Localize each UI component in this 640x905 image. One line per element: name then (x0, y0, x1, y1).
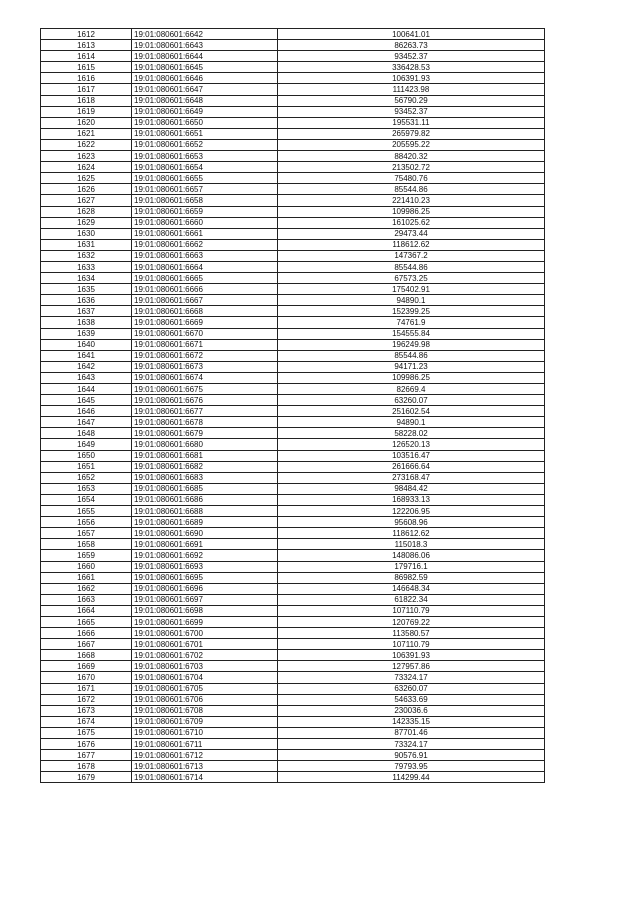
row-number-cell: 1636 (41, 295, 132, 306)
row-number-cell: 1631 (41, 239, 132, 250)
cadastral-number-cell: 19:01:080601:6661 (132, 228, 278, 239)
row-number-cell: 1614 (41, 51, 132, 62)
value-cell: 147367.2 (278, 250, 545, 261)
row-number-cell: 1639 (41, 328, 132, 339)
value-cell: 146648.34 (278, 583, 545, 594)
cadastral-number-cell: 19:01:080601:6711 (132, 739, 278, 750)
value-cell: 175402.91 (278, 284, 545, 295)
table-row (41, 727, 545, 738)
cadastral-number-cell: 19:01:080601:6655 (132, 173, 278, 184)
row-number-cell: 1623 (41, 151, 132, 162)
row-number-cell: 1619 (41, 106, 132, 117)
cadastral-number-cell: 19:01:080601:6685 (132, 483, 278, 494)
cadastral-number-cell: 19:01:080601:6696 (132, 583, 278, 594)
cadastral-number-cell: 19:01:080601:6698 (132, 605, 278, 616)
table-row (41, 273, 545, 284)
value-cell: 87701.46 (278, 727, 545, 738)
row-number-cell: 1618 (41, 95, 132, 106)
cadastral-number-cell: 19:01:080601:6670 (132, 328, 278, 339)
table-row (41, 40, 545, 51)
cadastral-number-cell: 19:01:080601:6642 (132, 29, 278, 40)
cadastral-number-cell: 19:01:080601:6676 (132, 395, 278, 406)
row-number-cell: 1625 (41, 173, 132, 184)
row-number-cell: 1672 (41, 694, 132, 705)
table-row (41, 217, 545, 228)
cadastral-number-cell: 19:01:080601:6681 (132, 450, 278, 461)
row-number-cell: 1654 (41, 494, 132, 505)
value-cell: 195531.11 (278, 117, 545, 128)
value-cell: 93452.37 (278, 106, 545, 117)
value-cell: 29473.44 (278, 228, 545, 239)
row-number-cell: 1649 (41, 439, 132, 450)
row-number-cell: 1645 (41, 395, 132, 406)
cadastral-number-cell: 19:01:080601:6714 (132, 772, 278, 783)
value-cell: 126520.13 (278, 439, 545, 450)
table-row (41, 716, 545, 727)
cadastral-number-cell: 19:01:080601:6672 (132, 350, 278, 361)
cadastral-number-cell: 19:01:080601:6677 (132, 406, 278, 417)
table-row (41, 483, 545, 494)
row-number-cell: 1661 (41, 572, 132, 583)
table-row (41, 506, 545, 517)
row-number-cell: 1615 (41, 62, 132, 73)
value-cell: 61822.34 (278, 594, 545, 605)
cadastral-number-cell: 19:01:080601:6703 (132, 661, 278, 672)
cadastral-number-cell: 19:01:080601:6695 (132, 572, 278, 583)
table-row (41, 561, 545, 572)
value-cell: 58228.02 (278, 428, 545, 439)
table-row (41, 628, 545, 639)
value-cell: 63260.07 (278, 395, 545, 406)
cadastral-number-cell: 19:01:080601:6705 (132, 683, 278, 694)
row-number-cell: 1666 (41, 628, 132, 639)
value-cell: 148086.06 (278, 550, 545, 561)
value-cell: 85544.86 (278, 184, 545, 195)
value-cell: 73324.17 (278, 739, 545, 750)
row-number-cell: 1652 (41, 472, 132, 483)
table-body (41, 29, 545, 783)
table-row (41, 328, 545, 339)
row-number-cell: 1627 (41, 195, 132, 206)
row-number-cell: 1634 (41, 273, 132, 284)
table-row (41, 184, 545, 195)
table-row (41, 250, 545, 261)
cadastral-number-cell: 19:01:080601:6700 (132, 628, 278, 639)
cadastral-number-cell: 19:01:080601:6713 (132, 761, 278, 772)
value-cell: 85544.86 (278, 261, 545, 272)
cadastral-number-cell: 19:01:080601:6649 (132, 106, 278, 117)
value-cell: 109986.25 (278, 372, 545, 383)
table-row (41, 694, 545, 705)
row-number-cell: 1671 (41, 683, 132, 694)
row-number-cell: 1630 (41, 228, 132, 239)
value-cell: 67573.25 (278, 273, 545, 284)
table-row (41, 528, 545, 539)
table-row (41, 317, 545, 328)
value-cell: 115018.3 (278, 539, 545, 550)
value-cell: 86263.73 (278, 40, 545, 51)
table-row (41, 439, 545, 450)
cadastral-number-cell: 19:01:080601:6653 (132, 151, 278, 162)
row-number-cell: 1674 (41, 716, 132, 727)
row-number-cell: 1629 (41, 217, 132, 228)
table-row (41, 372, 545, 383)
row-number-cell: 1638 (41, 317, 132, 328)
row-number-cell: 1643 (41, 372, 132, 383)
row-number-cell: 1669 (41, 661, 132, 672)
table-row (41, 73, 545, 84)
value-cell: 56790.29 (278, 95, 545, 106)
table-row (41, 339, 545, 350)
value-cell: 118612.62 (278, 528, 545, 539)
value-cell: 261666.64 (278, 461, 545, 472)
cadastral-number-cell: 19:01:080601:6678 (132, 417, 278, 428)
table-row (41, 428, 545, 439)
value-cell: 107110.79 (278, 639, 545, 650)
row-number-cell: 1648 (41, 428, 132, 439)
cadastral-number-cell: 19:01:080601:6712 (132, 750, 278, 761)
value-cell: 142335.15 (278, 716, 545, 727)
row-number-cell: 1673 (41, 705, 132, 716)
value-cell: 161025.62 (278, 217, 545, 228)
cadastral-number-cell: 19:01:080601:6668 (132, 306, 278, 317)
row-number-cell: 1651 (41, 461, 132, 472)
value-cell: 103516.47 (278, 450, 545, 461)
cadastral-number-cell: 19:01:080601:6674 (132, 372, 278, 383)
cadastral-number-cell: 19:01:080601:6709 (132, 716, 278, 727)
table-row (41, 461, 545, 472)
table-row (41, 173, 545, 184)
table-row (41, 772, 545, 783)
row-number-cell: 1667 (41, 639, 132, 650)
table-row (41, 583, 545, 594)
table-row (41, 661, 545, 672)
cadastral-number-cell: 19:01:080601:6693 (132, 561, 278, 572)
cadastral-number-cell: 19:01:080601:6688 (132, 506, 278, 517)
table-row (41, 672, 545, 683)
cadastral-number-cell: 19:01:080601:6691 (132, 539, 278, 550)
value-cell: 205595.22 (278, 139, 545, 150)
row-number-cell: 1675 (41, 727, 132, 738)
row-number-cell: 1628 (41, 206, 132, 217)
cadastral-number-cell: 19:01:080601:6667 (132, 295, 278, 306)
value-cell: 127957.86 (278, 661, 545, 672)
row-number-cell: 1662 (41, 583, 132, 594)
cadastral-number-cell: 19:01:080601:6697 (132, 594, 278, 605)
table-row (41, 361, 545, 372)
value-cell: 179716.1 (278, 561, 545, 572)
cadastral-number-cell: 19:01:080601:6665 (132, 273, 278, 284)
row-number-cell: 1656 (41, 517, 132, 528)
cadastral-number-cell: 19:01:080601:6652 (132, 139, 278, 150)
table-row (41, 750, 545, 761)
cadastral-number-cell: 19:01:080601:6646 (132, 73, 278, 84)
value-cell: 196249.98 (278, 339, 545, 350)
value-cell: 75480.76 (278, 173, 545, 184)
value-cell: 120769.22 (278, 616, 545, 627)
value-cell: 221410.23 (278, 195, 545, 206)
row-number-cell: 1613 (41, 40, 132, 51)
row-number-cell: 1658 (41, 539, 132, 550)
cadastral-number-cell: 19:01:080601:6654 (132, 162, 278, 173)
table-row (41, 95, 545, 106)
row-number-cell: 1621 (41, 128, 132, 139)
table-row (41, 284, 545, 295)
table-row (41, 605, 545, 616)
cadastral-number-cell: 19:01:080601:6699 (132, 616, 278, 627)
value-cell: 54633.69 (278, 694, 545, 705)
table-row (41, 395, 545, 406)
cadastral-number-cell: 19:01:080601:6644 (132, 51, 278, 62)
row-number-cell: 1612 (41, 29, 132, 40)
cadastral-number-cell: 19:01:080601:6704 (132, 672, 278, 683)
value-cell: 94171.23 (278, 361, 545, 372)
table-row (41, 139, 545, 150)
table-row (41, 406, 545, 417)
row-number-cell: 1632 (41, 250, 132, 261)
cadastral-number-cell: 19:01:080601:6680 (132, 439, 278, 450)
value-cell: 86982.59 (278, 572, 545, 583)
value-cell: 85544.86 (278, 350, 545, 361)
table-row (41, 683, 545, 694)
value-cell: 98484.42 (278, 483, 545, 494)
cadastral-number-cell: 19:01:080601:6686 (132, 494, 278, 505)
value-cell: 74761.9 (278, 317, 545, 328)
value-cell: 118612.62 (278, 239, 545, 250)
row-number-cell: 1676 (41, 739, 132, 750)
table-row (41, 739, 545, 750)
value-cell: 122206.95 (278, 506, 545, 517)
cadastral-number-cell: 19:01:080601:6673 (132, 361, 278, 372)
row-number-cell: 1677 (41, 750, 132, 761)
cadastral-number-cell: 19:01:080601:6664 (132, 261, 278, 272)
table-row (41, 306, 545, 317)
value-cell: 63260.07 (278, 683, 545, 694)
value-cell: 79793.95 (278, 761, 545, 772)
table-row (41, 705, 545, 716)
table-row (41, 350, 545, 361)
value-cell: 152399.25 (278, 306, 545, 317)
value-cell: 265979.82 (278, 128, 545, 139)
row-number-cell: 1644 (41, 384, 132, 395)
table-row (41, 239, 545, 250)
table-row (41, 151, 545, 162)
value-cell: 230036.6 (278, 705, 545, 716)
row-number-cell: 1640 (41, 339, 132, 350)
table-row (41, 517, 545, 528)
row-number-cell: 1626 (41, 184, 132, 195)
data-table (40, 28, 545, 783)
table-row (41, 84, 545, 95)
table-row (41, 761, 545, 772)
value-cell: 113580.57 (278, 628, 545, 639)
cadastral-number-cell: 19:01:080601:6679 (132, 428, 278, 439)
cadastral-number-cell: 19:01:080601:6708 (132, 705, 278, 716)
row-number-cell: 1668 (41, 650, 132, 661)
table-row (41, 384, 545, 395)
value-cell: 73324.17 (278, 672, 545, 683)
table-row (41, 106, 545, 117)
row-number-cell: 1664 (41, 605, 132, 616)
cadastral-number-cell: 19:01:080601:6706 (132, 694, 278, 705)
table-row (41, 472, 545, 483)
value-cell: 273168.47 (278, 472, 545, 483)
cadastral-number-cell: 19:01:080601:6650 (132, 117, 278, 128)
table-row (41, 117, 545, 128)
table-row (41, 639, 545, 650)
table-row (41, 494, 545, 505)
cadastral-number-cell: 19:01:080601:6660 (132, 217, 278, 228)
cadastral-number-cell: 19:01:080601:6692 (132, 550, 278, 561)
table-row (41, 616, 545, 627)
cadastral-number-cell: 19:01:080601:6659 (132, 206, 278, 217)
table-row (41, 162, 545, 173)
cadastral-number-cell: 19:01:080601:6645 (132, 62, 278, 73)
row-number-cell: 1646 (41, 406, 132, 417)
row-number-cell: 1678 (41, 761, 132, 772)
row-number-cell: 1659 (41, 550, 132, 561)
cadastral-number-cell: 19:01:080601:6643 (132, 40, 278, 51)
value-cell: 93452.37 (278, 51, 545, 62)
table-row (41, 417, 545, 428)
cadastral-number-cell: 19:01:080601:6662 (132, 239, 278, 250)
row-number-cell: 1647 (41, 417, 132, 428)
table-row (41, 206, 545, 217)
value-cell: 213502.72 (278, 162, 545, 173)
row-number-cell: 1617 (41, 84, 132, 95)
value-cell: 88420.32 (278, 151, 545, 162)
value-cell: 106391.93 (278, 73, 545, 84)
value-cell: 106391.93 (278, 650, 545, 661)
table-row (41, 539, 545, 550)
row-number-cell: 1616 (41, 73, 132, 84)
table-row (41, 550, 545, 561)
table-row (41, 650, 545, 661)
cadastral-number-cell: 19:01:080601:6647 (132, 84, 278, 95)
cadastral-number-cell: 19:01:080601:6648 (132, 95, 278, 106)
row-number-cell: 1653 (41, 483, 132, 494)
table-row (41, 261, 545, 272)
row-number-cell: 1670 (41, 672, 132, 683)
row-number-cell: 1622 (41, 139, 132, 150)
cadastral-number-cell: 19:01:080601:6663 (132, 250, 278, 261)
row-number-cell: 1635 (41, 284, 132, 295)
value-cell: 336428.53 (278, 62, 545, 73)
cadastral-number-cell: 19:01:080601:6682 (132, 461, 278, 472)
table-row (41, 594, 545, 605)
row-number-cell: 1657 (41, 528, 132, 539)
value-cell: 95608.96 (278, 517, 545, 528)
value-cell: 154555.84 (278, 328, 545, 339)
table-row (41, 51, 545, 62)
value-cell: 100641.01 (278, 29, 545, 40)
value-cell: 107110.79 (278, 605, 545, 616)
value-cell: 114299.44 (278, 772, 545, 783)
table-row (41, 128, 545, 139)
cadastral-number-cell: 19:01:080601:6671 (132, 339, 278, 350)
cadastral-number-cell: 19:01:080601:6689 (132, 517, 278, 528)
row-number-cell: 1642 (41, 361, 132, 372)
value-cell: 168933.13 (278, 494, 545, 505)
row-number-cell: 1624 (41, 162, 132, 173)
table-row (41, 572, 545, 583)
row-number-cell: 1641 (41, 350, 132, 361)
cadastral-number-cell: 19:01:080601:6657 (132, 184, 278, 195)
value-cell: 94890.1 (278, 295, 545, 306)
row-number-cell: 1665 (41, 616, 132, 627)
row-number-cell: 1679 (41, 772, 132, 783)
row-number-cell: 1660 (41, 561, 132, 572)
cadastral-number-cell: 19:01:080601:6710 (132, 727, 278, 738)
row-number-cell: 1650 (41, 450, 132, 461)
value-cell: 82669.4 (278, 384, 545, 395)
cadastral-number-cell: 19:01:080601:6701 (132, 639, 278, 650)
table-row (41, 450, 545, 461)
cadastral-number-cell: 19:01:080601:6666 (132, 284, 278, 295)
table-row (41, 62, 545, 73)
cadastral-number-cell: 19:01:080601:6702 (132, 650, 278, 661)
cadastral-number-cell: 19:01:080601:6675 (132, 384, 278, 395)
row-number-cell: 1637 (41, 306, 132, 317)
value-cell: 90576.91 (278, 750, 545, 761)
cadastral-number-cell: 19:01:080601:6683 (132, 472, 278, 483)
row-number-cell: 1663 (41, 594, 132, 605)
cadastral-number-cell: 19:01:080601:6690 (132, 528, 278, 539)
table-row (41, 228, 545, 239)
cadastral-number-cell: 19:01:080601:6658 (132, 195, 278, 206)
table-row (41, 195, 545, 206)
row-number-cell: 1620 (41, 117, 132, 128)
value-cell: 111423.98 (278, 84, 545, 95)
cadastral-number-cell: 19:01:080601:6669 (132, 317, 278, 328)
value-cell: 251602.54 (278, 406, 545, 417)
cadastral-number-cell: 19:01:080601:6651 (132, 128, 278, 139)
row-number-cell: 1655 (41, 506, 132, 517)
table-row (41, 29, 545, 40)
value-cell: 94890.1 (278, 417, 545, 428)
table-row (41, 295, 545, 306)
row-number-cell: 1633 (41, 261, 132, 272)
value-cell: 109986.25 (278, 206, 545, 217)
